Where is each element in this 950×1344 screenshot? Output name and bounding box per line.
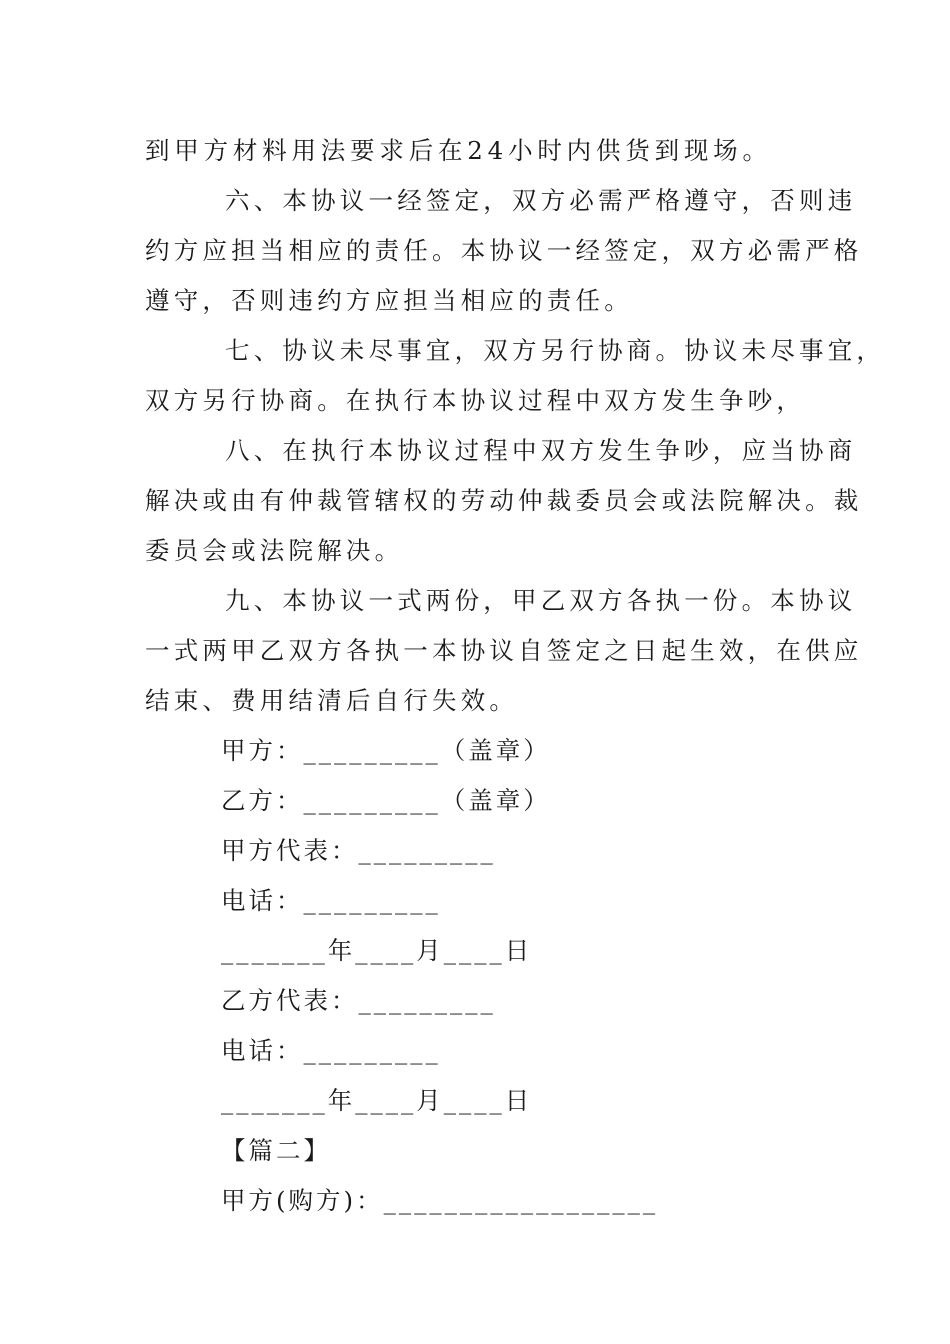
paragraph-line: 委员会或法院解决。 (145, 536, 404, 565)
paragraph-line: 双方另行协商。在执行本协议过程中双方发生争吵， (145, 386, 806, 415)
party-a-date: _______年____月____日 (221, 936, 533, 965)
party-b-representative: 乙方代表：_________ (221, 986, 496, 1015)
paragraph-line: 九、本协议一式两份，甲乙双方各执一份。本协议 (225, 586, 857, 615)
party-a-signature: 甲方：_________（盖章） (221, 736, 551, 765)
buyer-field: 甲方(购方)：__________________ (221, 1186, 659, 1215)
paragraph-line: 七、协议未尽事宜，双方另行协商。协议未尽事宜， (225, 336, 886, 365)
party-a-phone: 电话：_________ (221, 886, 441, 915)
paragraph-line: 八、在执行本协议过程中双方发生争吵，应当协商 (225, 436, 857, 465)
party-a-representative: 甲方代表：_________ (221, 836, 496, 865)
party-b-signature: 乙方：_________（盖章） (221, 786, 551, 815)
paragraph-line: 六、本协议一经签定，双方必需严格遵守，否则违 (225, 186, 857, 215)
paragraph-line: 一式两甲乙双方各执一本协议自签定之日起生效，在供应 (145, 636, 863, 665)
paragraph-line: 结束、费用结清后自行失效。 (145, 686, 519, 715)
party-b-phone: 电话：_________ (221, 1036, 441, 1065)
paragraph-line: 解决或由有仲裁管辖权的劳动仲裁委员会或法院解决。裁 (145, 486, 863, 515)
paragraph-line: 到甲方材料用法要求后在24小时内供货到现场。 (145, 136, 772, 165)
section-heading: 【篇二】 (221, 1136, 331, 1165)
paragraph-line: 约方应担当相应的责任。本协议一经签定，双方必需严格 (145, 236, 863, 265)
party-b-date: _______年____月____日 (221, 1086, 533, 1115)
paragraph-line: 遵守，否则违约方应担当相应的责任。 (145, 286, 633, 315)
